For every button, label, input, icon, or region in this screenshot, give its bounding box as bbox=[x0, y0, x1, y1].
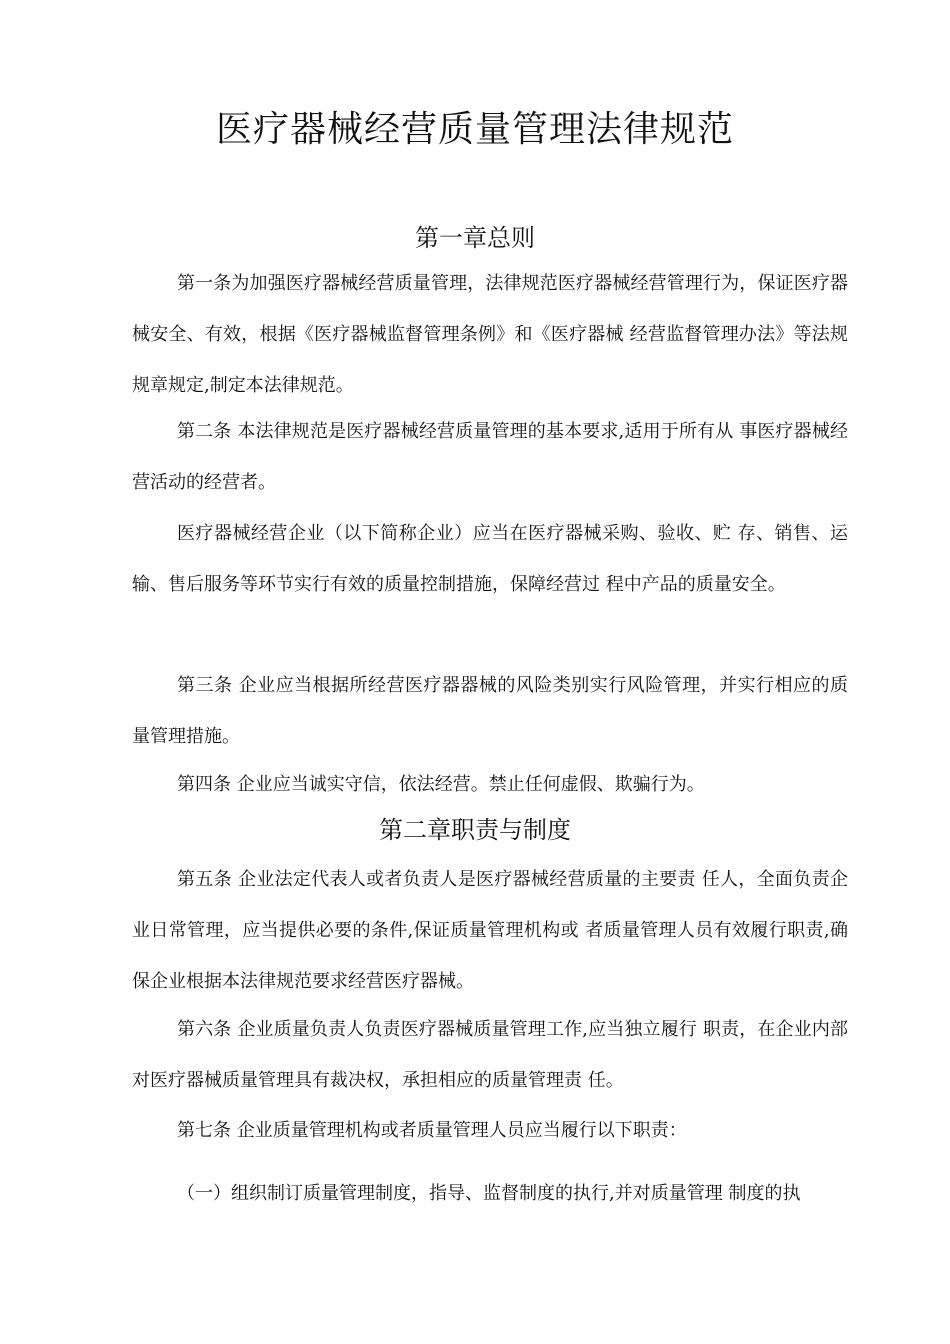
document-title: 医疗器械经营质量管理法律规范 bbox=[215, 109, 734, 150]
article-2: 第二条 本法律规范是医疗器械经营质量管理的基本要求,适用于所有从 事医疗器械经营活动的经营者。 bbox=[132, 421, 848, 493]
article-1: 第一条为加强医疗器械经营质量管理，法律规范医疗器械经营管理行为，保证医疗器械安全、有效，根据《医疗器械监督管理条例》和《医疗器械 经营监督管理办法》等法规规章规定,制定本法律规范。 bbox=[132, 273, 848, 396]
article-4: 第四条 企业应当诚实守信，依法经营。禁止任何虚假、欺骗行为。 bbox=[177, 774, 705, 795]
article-3: 第三条 企业应当根据所经营医疗器器械的风险类别实行风险管理，并实行相应的质量管理措施。 bbox=[132, 675, 848, 747]
chapter-1-heading: 第一章总则 bbox=[415, 224, 535, 252]
article-6: 第六条 企业质量负责人负责医疗器械质量管理工作,应当独立履行 职责，在企业内部对医疗器械质量管理具有裁决权，承担相应的质量管理责 任。 bbox=[132, 1019, 848, 1091]
article-5: 第五条 企业法定代表人或者负责人是医疗器械经营质量的主要责 任人，全面负责企业日常管理，应当提供必要的条件,保证质量管理机构或 者质量管理人员有效履行职责,确保企业根据本法律规范要求经营医疗器械。 bbox=[132, 869, 848, 992]
article-2-paragraph-2: 医疗器械经营企业（以下简称企业）应当在医疗器械采购、验收、贮 存、销售、运输、售后服务等环节实行有效的质量控制措施，保障经营过 程中产品的质量安全。 bbox=[132, 523, 848, 595]
article-7-item-1: （一）组织制订质量管理制度，指导、监督制度的执行,并对质量管理 制度的执 bbox=[177, 1183, 801, 1204]
article-7: 第七条 企业质量管理机构或者质量管理人员应当履行以下职责： bbox=[177, 1120, 687, 1141]
chapter-2-heading: 第二章职责与制度 bbox=[379, 816, 571, 844]
